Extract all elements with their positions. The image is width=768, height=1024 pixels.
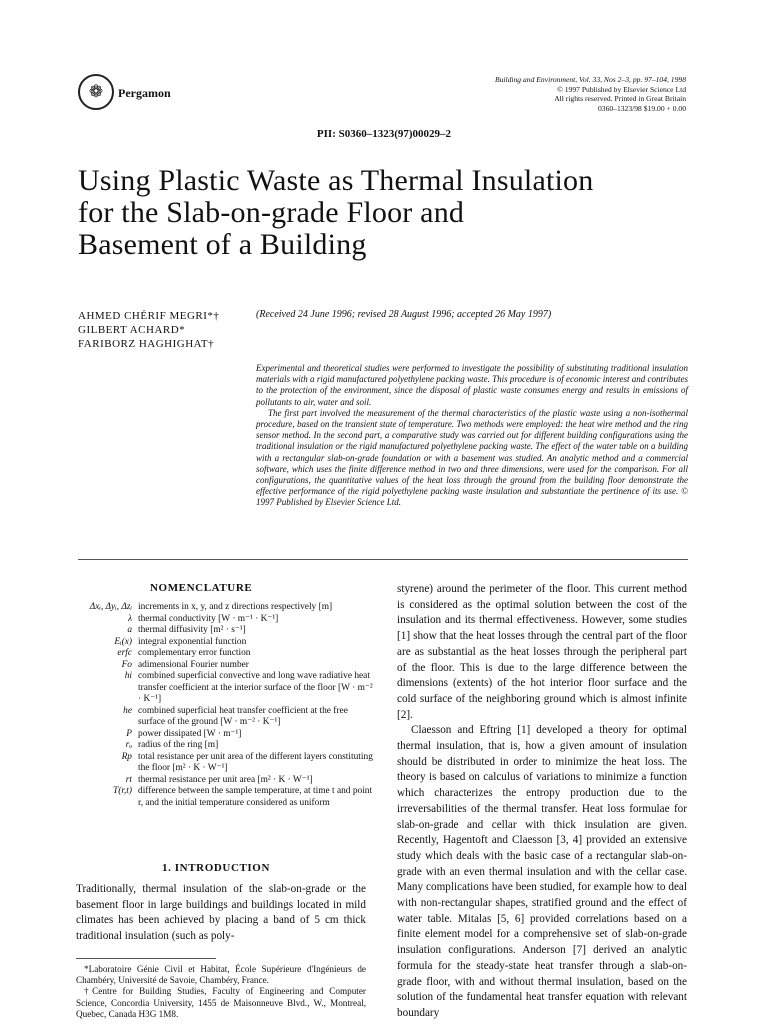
- introduction-heading: 1. INTRODUCTION: [162, 862, 271, 874]
- nomenclature-row: [74, 625, 374, 637]
- nomenclature-symbol: T(r,t): [112, 786, 132, 796]
- pii: PII: S0360–1323(97)00029–2: [316, 128, 452, 140]
- title-line: for the Slab-on-grade Floor and: [78, 196, 465, 229]
- nomenclature-symbol: he: [123, 705, 132, 716]
- author-list: [78, 309, 219, 351]
- nomenclature-row: [74, 706, 374, 729]
- nomenclature-row: [74, 740, 374, 752]
- nomenclature-row: [74, 614, 374, 626]
- nomenclature-symbol: rt: [125, 774, 132, 785]
- author: FARIBORZ HAGHIGHAT†: [78, 338, 215, 350]
- received-dates: (Received 24 June 1996; revised 28 August 1996; accepted 26 May 1997): [256, 309, 552, 320]
- nomenclature-row: [74, 637, 374, 649]
- nomenclature-row: [74, 729, 374, 741]
- nomenclature-definition: thermal diffusivity [m² · s⁻¹]: [138, 625, 246, 635]
- nomenclature-definition: thermal resistance per unit area [m² · K · W⁻¹]: [138, 774, 313, 785]
- abstract-paragraph: Experimental and theoretical studies were performed to investigate the possibility of substituting traditional insulation materials with a rigid manufactured polyethylene packing waste. This procedure is of economic interest and contributes to the protection of the environment, since the disposal of plastic waste consumes energy and results in emissions of pollutants to air, water and soil.: [256, 363, 688, 407]
- author: GILBERT ACHARD*: [78, 324, 186, 336]
- nomenclature-symbol: Rp: [121, 751, 132, 762]
- nomenclature-symbol: λ: [127, 613, 132, 624]
- title-line: Using Plastic Waste as Thermal Insulation: [78, 164, 594, 197]
- nomenclature-definition: increments in x, y, and z directions respectively [m]: [138, 602, 333, 612]
- publisher-logo: [78, 74, 114, 110]
- nomenclature-symbol: hi: [124, 671, 132, 681]
- journal-line: 0360–1323/98 $19.00 + 0.00: [597, 103, 686, 113]
- nomenclature-definition: complementary error function: [138, 648, 251, 658]
- nomenclature-definition: adimensional Fourier number: [138, 659, 249, 670]
- nomenclature-row: [74, 775, 374, 787]
- nomenclature-row: [74, 648, 374, 660]
- nomenclature-symbol: Eᵢ(x): [114, 636, 132, 647]
- nomenclature-row: [74, 671, 374, 706]
- nomenclature-symbol: rₒ: [125, 740, 132, 750]
- section-divider: [78, 559, 688, 560]
- publisher-name: Pergamon: [118, 86, 171, 100]
- nomenclature-definition: combined superficial heat transfer coefficient at the free surface of the ground [W · m⁻² · K⁻¹]: [138, 705, 348, 727]
- logo-tree-icon: ❁: [88, 82, 104, 101]
- body-paragraph: Claesson and Eftring [1] developed a theory for optimal thermal insulation, that is, how a given amount of insulation should be distributed in order to minimize the heat loss. The theory is based on calculus of variations to minimize a function which characterizes the entropy production due to the irreversabilities of the thermal transfer. Heat loss formulae for slab-on-grade and cellar with thick insulation are given. Recently, Hagentoft and Claesson [3, 4] provided an extensive study which deals with the basic case of a rectangular slab-on-grade with an even thermal insulation and with the cellar case. Many complications have been studied, for example how to deal with non-rectangular shapes, stratified ground and the effect of water table. Mitalas [5, 6] provided correlations based on a finite element model for a comprehensive set of slab-on-grade insulation configurations. Anderson [7] derived an analytic formula for the steady-state heat transfer through a slab-on-grade floor, with and without thermal insulation, based on the solution of the fundamental heat transfer equation with relevant boundary: [397, 724, 687, 1019]
- footnotes: [76, 964, 366, 1020]
- nomenclature-definition: thermal conductivity [W · m⁻¹ · K⁻¹]: [138, 613, 279, 624]
- body-paragraph: Traditionally, thermal insulation of the slab-on-grade or the basement floor in large buildings and buildings located in mild climates has been achieved by placing a band of 5 cm thick traditional insulation (such as poly-: [76, 883, 366, 942]
- abstract-paragraph: The first part involved the measurement of the thermal characteristics of the plastic waste using a non-isothermal procedure, based on the transient state of temperature. Two methods were employed: the heat wire method and the ring sensor method. In the second part, a comparative study was carried out for different building configurations using the traditional insulation or the rigid manufactured polyethylene packing waste. The effect of the water table on a building with a rectangular slab-on-grade foundation or with a basement was studied. An analytic method and a commercial software, which uses the finite difference method in two and three dimensions, were used for the comparison. For all configurations, the quantitative values of the heat loss through the ground from the building floor demonstrate the effective performance of the rigid polyethylene packing waste insulation and substantiate the pertinence of its use. © 1997 Published by Elsevier Science Ltd.: [256, 407, 688, 508]
- journal-citation: [356, 75, 686, 113]
- nomenclature-heading: NOMENCLATURE: [150, 582, 253, 594]
- nomenclature-row: [74, 752, 374, 775]
- paper-title: [78, 165, 718, 261]
- journal-line: Building and Environment, Vol. 33, Nos 2–3, pp. 97–104, 1998: [494, 75, 686, 84]
- nomenclature-definition: radius of the ring [m]: [138, 740, 219, 750]
- nomenclature-symbol: Δxᵢ, Δyᵢ, Δzᵢ: [89, 602, 132, 612]
- nomenclature-symbol: Fo: [121, 659, 132, 670]
- footnote: †Centre for Building Studies, Faculty of Engineering and Computer Science, Concordia University, 1455 de Maisonneuve Blvd., W., Montreal, Quebec, Canada H3G 1M8.: [76, 986, 366, 1019]
- nomenclature-definition: difference between the sample temperature, at time t and point r, and the initial temperature considered as uniform: [138, 786, 373, 808]
- footnote-rule: [76, 958, 216, 959]
- nomenclature-symbol: a: [127, 625, 132, 635]
- nomenclature-definition: combined superficial convective and long wave radiative heat transfer coefficient at the interior surface of the floor [W · m⁻² · K⁻¹]: [138, 671, 373, 704]
- nomenclature-list: [74, 602, 374, 809]
- nomenclature-symbol: P: [126, 728, 132, 739]
- author: AHMED CHÉRIF MEGRI*†: [78, 310, 220, 322]
- abstract: [256, 363, 688, 509]
- nomenclature-row: [74, 660, 374, 672]
- nomenclature-definition: total resistance per unit area of the different layers constituting the floor [m² · K · W⁻¹]: [138, 751, 373, 773]
- nomenclature-definition: power dissipated [W · m⁻¹]: [138, 728, 242, 739]
- nomenclature-row: [74, 786, 374, 809]
- nomenclature-row: [74, 602, 374, 614]
- right-column-text: [397, 582, 687, 1022]
- journal-line: © 1997 Published by Elsevier Science Ltd: [557, 84, 686, 94]
- body-paragraph: styrene) around the perimeter of the floor. This current method is considered as the optimal solution between the cost of the insulation and its thermal effectiveness. However, some studies [1] show that the heat losses through the central part of the floor are as substantial as the heat losses through the peripheral part of the floor. This is due to the large difference between the dimensions (extents) of the hot interior floor surface and the cold surface of the neighboring ground which is almost infinite [2].: [397, 583, 687, 721]
- title-line: Basement of a Building: [78, 228, 367, 261]
- footnote: *Laboratoire Génie Civil et Habitat, École Supérieure d'Ingénieurs de Chambéry, Université de Savoie, Chambéry, France.: [76, 964, 366, 986]
- nomenclature-symbol: erfc: [117, 648, 132, 658]
- journal-line: All rights reserved. Printed in Great Britain: [554, 94, 686, 104]
- nomenclature-definition: integral exponential function: [138, 636, 247, 647]
- introduction-text: [76, 882, 366, 944]
